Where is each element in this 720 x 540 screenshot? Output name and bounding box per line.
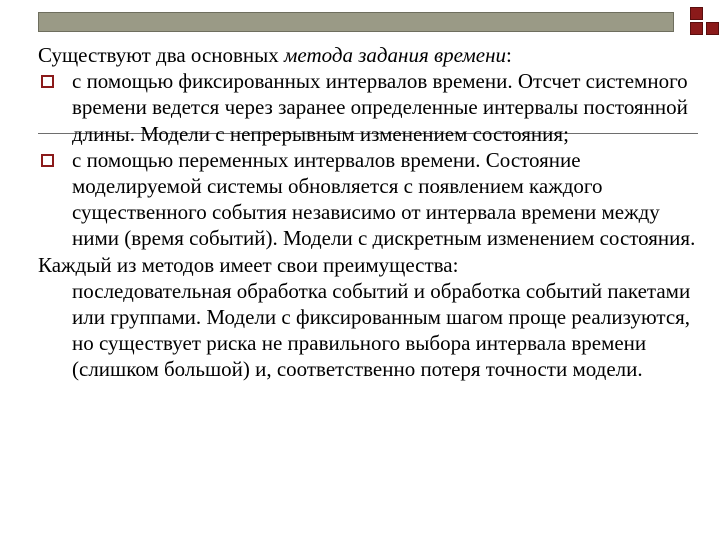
- square-bullet-icon: [41, 75, 54, 88]
- slide-body: [38, 42, 698, 383]
- bullet-item: [38, 68, 698, 147]
- bullet-text: с помощью фиксированных интервалов времени. Отсчет системного времени ведется через заранее определенные интервалы постоянной длины. Модели с непрерывным изменением состояния;: [72, 69, 688, 146]
- bullet-text: с помощью переменных интервалов времени. Состояние моделируемой системы обновляется с появлением каждого существенного события независимо от интервала времени между ними (время событий). Модели с дискретным изменением состояния.: [72, 147, 696, 251]
- intro-paragraph: [38, 42, 698, 68]
- corner-square-decoration: [690, 7, 703, 20]
- square-bullet-icon: [41, 154, 54, 167]
- intro-emphasis: метода задания времени: [284, 43, 507, 67]
- corner-square-decoration: [706, 22, 719, 35]
- title-bar-decoration: [38, 12, 674, 32]
- intro-prefix: Существуют два основных: [38, 43, 285, 67]
- intro-suffix: :: [506, 43, 512, 67]
- bullet-item: [38, 147, 698, 252]
- closing-body: последовательная обработка событий и обработка событий пакетами или группами. Модели с фиксированным шагом проще реализуются, но существует риска не правильного выбора интервала времени (слишком большой) и, соответственно потеря точности модели.: [72, 278, 691, 382]
- closing-lead: Каждый из методов имеет свои преимущества:: [38, 252, 459, 277]
- corner-square-decoration: [690, 22, 703, 35]
